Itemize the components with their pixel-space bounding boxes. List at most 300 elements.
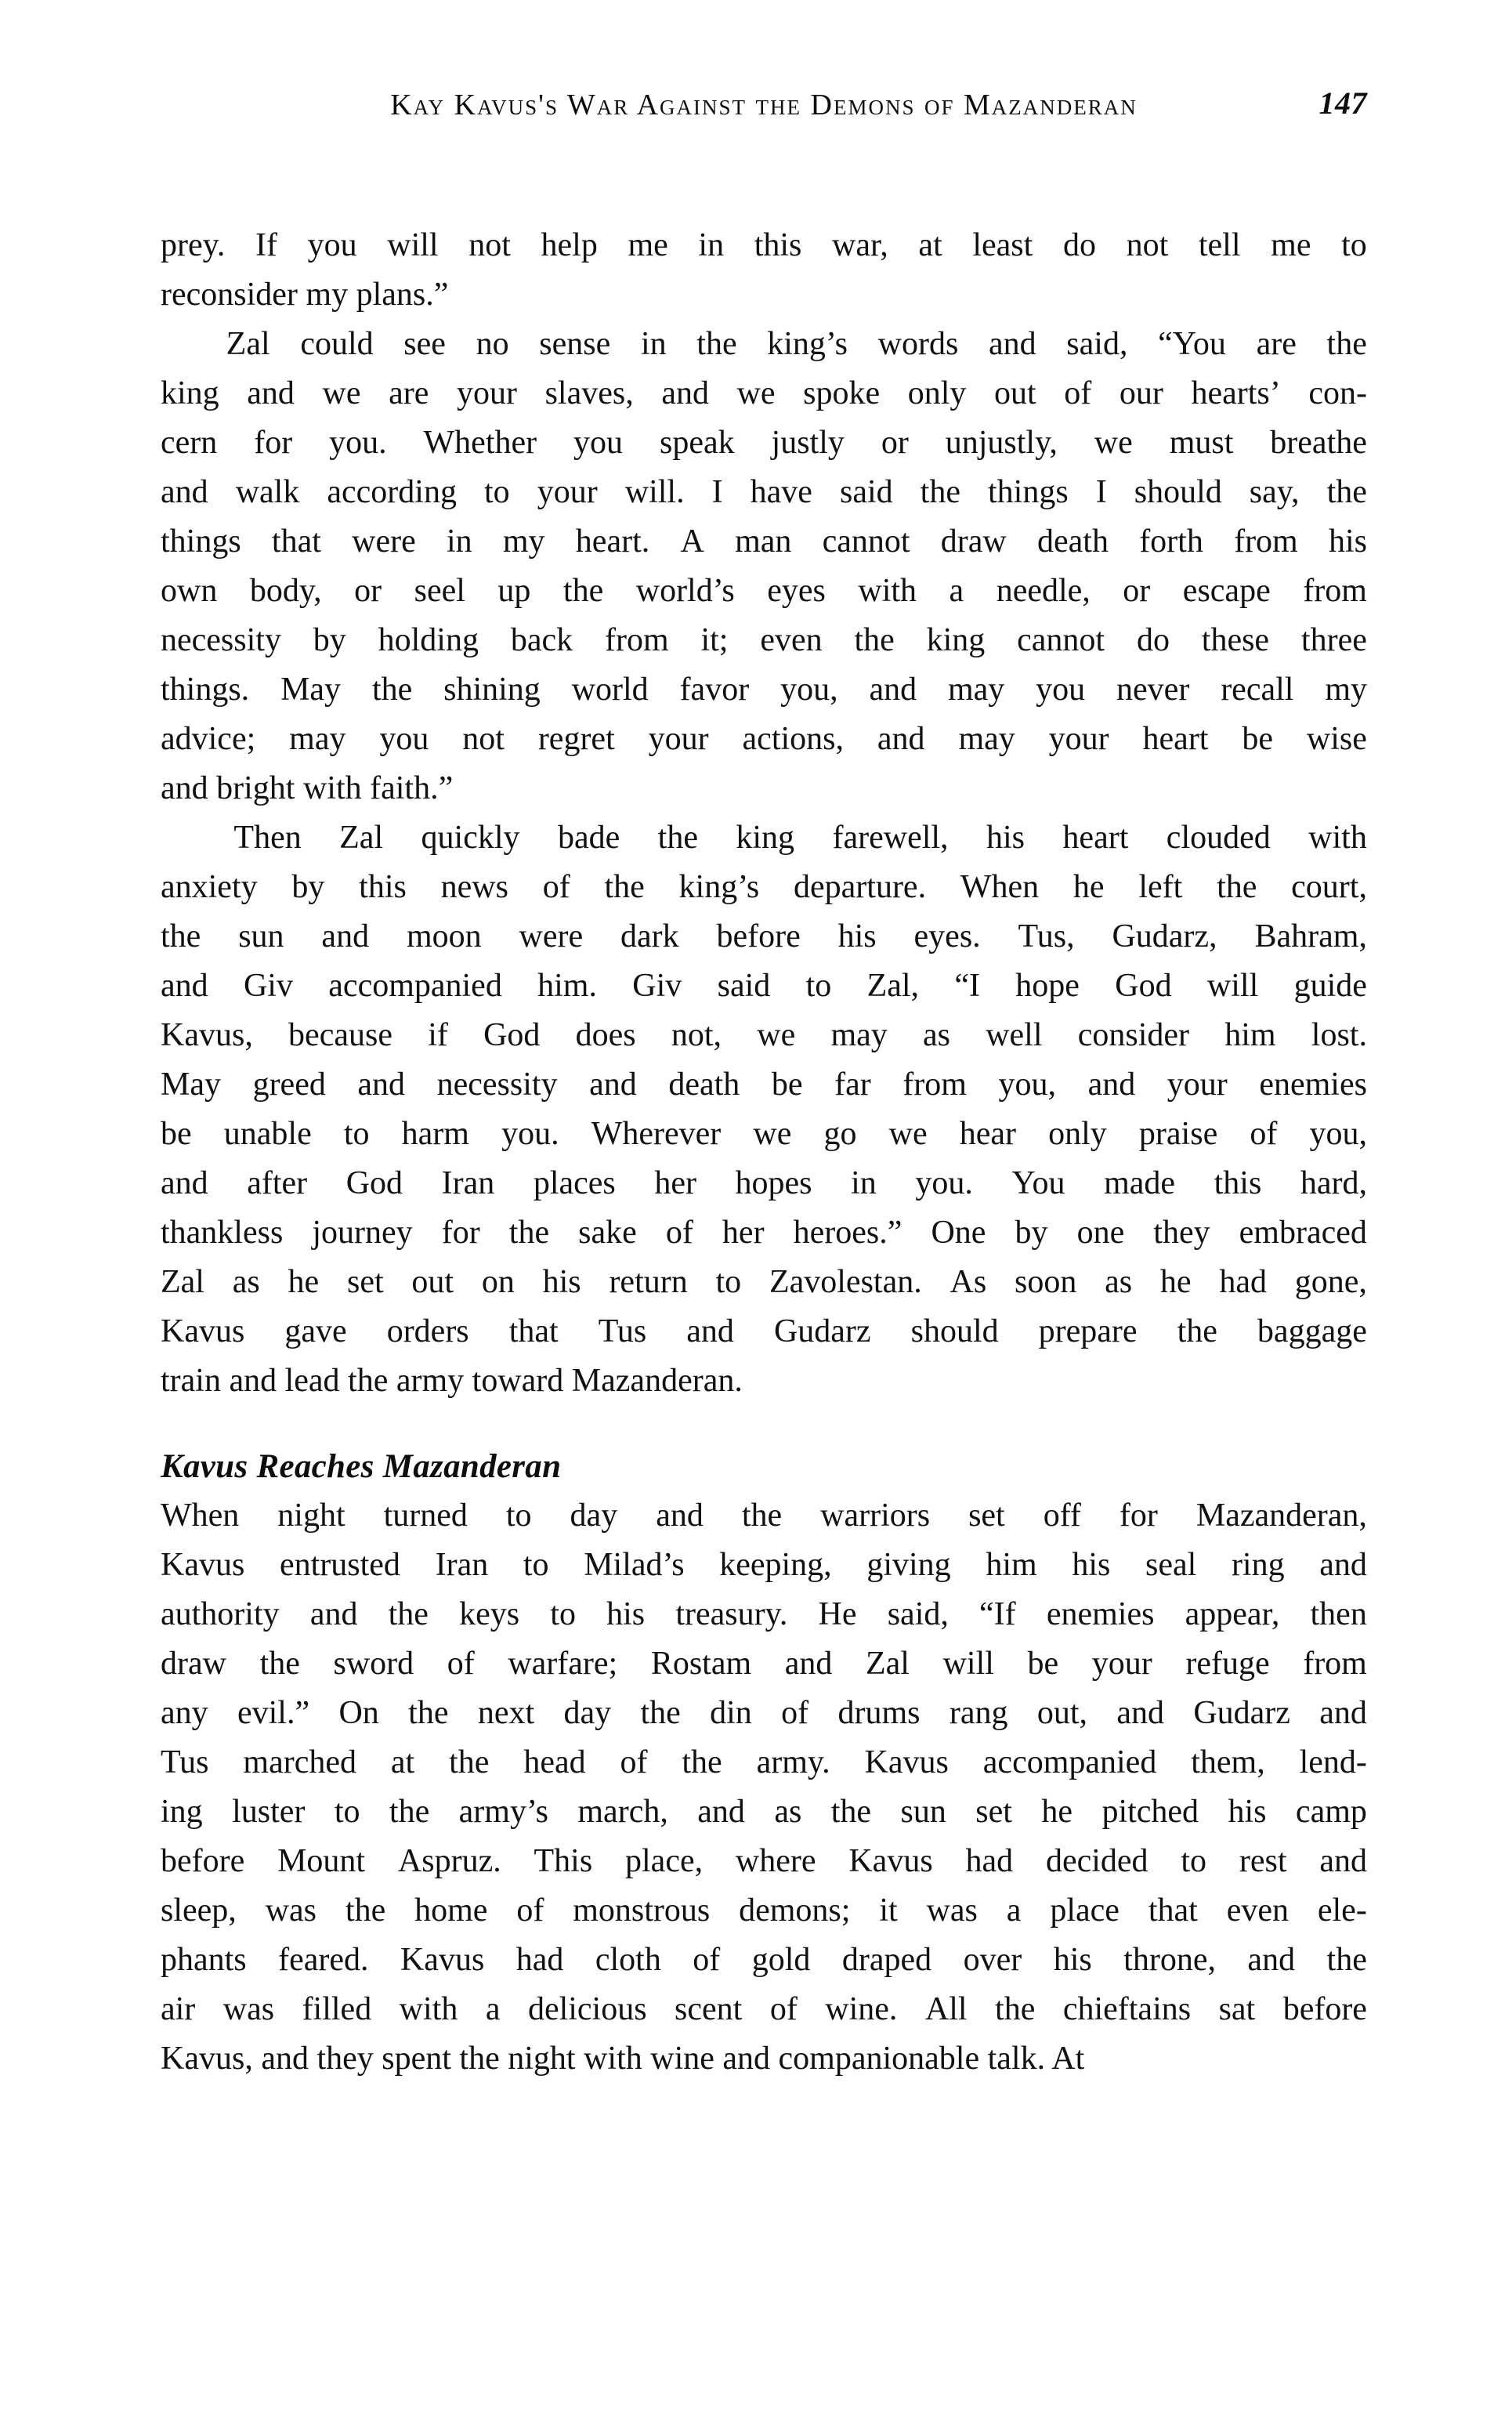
line-word: after bbox=[247, 1165, 308, 1201]
line-word: we bbox=[322, 375, 361, 411]
line-word: as bbox=[922, 1017, 950, 1053]
line-word: gave bbox=[284, 1313, 347, 1349]
line-word: Giv bbox=[243, 968, 293, 1004]
line-word: in bbox=[446, 523, 472, 560]
line-word: may bbox=[947, 672, 1005, 708]
line-word: and bbox=[309, 1596, 358, 1632]
paragraph-indent bbox=[161, 320, 196, 369]
line-word: hard, bbox=[1300, 1165, 1367, 1201]
line-word: out bbox=[411, 1264, 454, 1300]
line-word: orders bbox=[386, 1313, 469, 1349]
line-word: from bbox=[1303, 573, 1367, 609]
line-word: see bbox=[403, 326, 446, 362]
line-word: your bbox=[1091, 1646, 1152, 1682]
line-word: din bbox=[710, 1695, 752, 1731]
line-word: return bbox=[609, 1264, 688, 1300]
line-word: we bbox=[757, 1017, 796, 1053]
line-word: and bbox=[1247, 1942, 1296, 1978]
line-word: drums bbox=[837, 1695, 921, 1731]
line-word: for bbox=[1119, 1498, 1158, 1534]
line-word: God bbox=[483, 1017, 541, 1053]
text-line bbox=[161, 1985, 1367, 2034]
line-word: of bbox=[1064, 375, 1092, 411]
line-word: or bbox=[354, 573, 382, 609]
line-word: May bbox=[280, 672, 342, 708]
line-word: Gudarz bbox=[1193, 1695, 1290, 1731]
line-word: heart bbox=[1062, 820, 1129, 856]
text-line bbox=[161, 1258, 1367, 1307]
line-word: seel bbox=[414, 573, 465, 609]
text-line bbox=[161, 1491, 1367, 1541]
line-word: have bbox=[750, 474, 812, 510]
text-line bbox=[161, 764, 1367, 813]
text-line bbox=[161, 567, 1367, 616]
line-word: air bbox=[161, 1991, 196, 2027]
line-word: As bbox=[950, 1264, 987, 1300]
line-word: the bbox=[1177, 1313, 1217, 1349]
line-word: we bbox=[753, 1116, 792, 1152]
line-word: her bbox=[654, 1165, 696, 1201]
line-word: I bbox=[1095, 474, 1107, 510]
line-word: chieftains bbox=[1062, 1991, 1192, 2027]
line-word: anxiety bbox=[161, 869, 258, 905]
line-word: not bbox=[1126, 227, 1169, 263]
line-word: bade bbox=[557, 820, 620, 856]
line-word: thankless bbox=[161, 1215, 284, 1251]
line-word: may bbox=[289, 721, 346, 757]
line-word: place, bbox=[625, 1843, 704, 1879]
line-word: with bbox=[399, 1991, 458, 2027]
line-word: Rostam bbox=[650, 1646, 752, 1682]
line-word: on bbox=[481, 1264, 515, 1300]
text-line bbox=[161, 1590, 1367, 1639]
line-word: may bbox=[958, 721, 1015, 757]
line-word: court, bbox=[1291, 869, 1367, 905]
line-word: heart. bbox=[575, 523, 650, 560]
line-word: do bbox=[1062, 227, 1096, 263]
line-word: out, bbox=[1036, 1695, 1087, 1731]
line-word: does bbox=[575, 1017, 636, 1053]
line-word: Iran bbox=[441, 1165, 495, 1201]
line-word: “If bbox=[979, 1596, 1016, 1632]
line-word: least bbox=[972, 227, 1033, 263]
line-word: the bbox=[1326, 326, 1367, 362]
line-word: warfare; bbox=[508, 1646, 618, 1682]
line-word: made bbox=[1104, 1165, 1176, 1201]
line-word: the bbox=[562, 573, 604, 609]
line-word: moon bbox=[406, 918, 482, 954]
line-word: the bbox=[920, 474, 960, 510]
text-line bbox=[161, 1356, 1367, 1406]
line-word: things bbox=[988, 474, 1069, 510]
text-line bbox=[161, 1886, 1367, 1936]
line-word: evil.” bbox=[237, 1695, 310, 1731]
line-word: and bbox=[1116, 1695, 1164, 1731]
line-word: draped bbox=[841, 1942, 932, 1978]
text-line bbox=[161, 1541, 1367, 1590]
line-word: they bbox=[1153, 1215, 1210, 1251]
line-word: Zal bbox=[161, 1264, 204, 1300]
line-word: this bbox=[359, 869, 407, 905]
line-word: justly bbox=[771, 425, 845, 461]
line-word: set bbox=[346, 1264, 384, 1300]
line-word: heart bbox=[1142, 721, 1209, 757]
line-word: the bbox=[1326, 474, 1367, 510]
line-word: wise bbox=[1306, 721, 1367, 757]
line-word: sword bbox=[333, 1646, 414, 1682]
section-heading: Kavus Reaches Mazanderan bbox=[161, 1448, 562, 1485]
line-word: he bbox=[288, 1264, 320, 1300]
line-word: the bbox=[854, 622, 895, 658]
text-line bbox=[161, 1307, 1367, 1356]
line-word: up bbox=[497, 573, 531, 609]
line-word: Tus, bbox=[1018, 918, 1075, 954]
line-word: or bbox=[1123, 573, 1151, 609]
line-word: death bbox=[1037, 523, 1109, 560]
line-word: guide bbox=[1293, 968, 1367, 1004]
line-word: and bbox=[686, 1313, 734, 1349]
line-word: rest bbox=[1239, 1843, 1287, 1879]
line-word: from bbox=[1234, 523, 1298, 560]
line-word: Kavus bbox=[400, 1942, 485, 1978]
line-word: home bbox=[414, 1892, 488, 1929]
line-word: unjustly, bbox=[945, 425, 1058, 461]
line-word: set bbox=[975, 1794, 1012, 1830]
line-word: cern bbox=[161, 425, 218, 461]
line-word: consider bbox=[1077, 1017, 1190, 1053]
line-word: was bbox=[222, 1991, 275, 2027]
paragraph bbox=[161, 813, 1367, 1406]
line-word: of bbox=[665, 1215, 693, 1251]
line-word: and bbox=[161, 1165, 208, 1201]
line-word: death bbox=[668, 1067, 740, 1103]
line-word: Wherever bbox=[591, 1116, 722, 1152]
line-word: Kavus bbox=[864, 1744, 949, 1780]
line-word: by bbox=[291, 869, 325, 905]
line-word: You bbox=[1011, 1165, 1065, 1201]
page-number: 147 bbox=[1318, 85, 1367, 121]
text-line bbox=[161, 517, 1367, 567]
line-word: greed bbox=[252, 1067, 326, 1103]
line-word: to bbox=[805, 968, 832, 1004]
line-word: eyes bbox=[767, 573, 826, 609]
line-word: may bbox=[830, 1017, 888, 1053]
line-word: his bbox=[606, 1596, 646, 1632]
line-word: and bbox=[1319, 1547, 1367, 1583]
line-word: sleep, bbox=[161, 1892, 237, 1929]
line-word: night bbox=[277, 1498, 345, 1534]
line-word: things. bbox=[161, 672, 250, 708]
line-word: sat bbox=[1218, 1991, 1256, 2027]
line-word: the bbox=[345, 1892, 386, 1929]
line-word: necessity bbox=[436, 1067, 558, 1103]
line-word: well bbox=[986, 1017, 1043, 1053]
line-word: If bbox=[255, 227, 278, 263]
line-word: enemies bbox=[1259, 1067, 1367, 1103]
line-word: I bbox=[711, 474, 723, 510]
text-line bbox=[161, 221, 1367, 270]
line-word: lend- bbox=[1299, 1744, 1367, 1780]
line-word: we bbox=[736, 375, 776, 411]
line-word: hear bbox=[959, 1116, 1016, 1152]
line-word: me bbox=[1271, 227, 1311, 263]
line-word: to bbox=[334, 1794, 360, 1830]
line-word: your bbox=[1048, 721, 1109, 757]
line-word: you, bbox=[780, 672, 838, 708]
line-word: from bbox=[902, 1067, 967, 1103]
line-word: to bbox=[505, 1498, 532, 1534]
line-word: place bbox=[1050, 1892, 1120, 1929]
line-word: marched bbox=[243, 1744, 357, 1780]
line-word: his bbox=[837, 918, 877, 954]
line-word: king bbox=[161, 375, 219, 411]
text-line bbox=[161, 863, 1367, 912]
line-word: by bbox=[313, 622, 346, 658]
line-word: warriors bbox=[820, 1498, 931, 1534]
line-word: throne, bbox=[1123, 1942, 1216, 1978]
line-word: be bbox=[771, 1067, 803, 1103]
line-word: his bbox=[542, 1264, 581, 1300]
line-word: world’s bbox=[635, 573, 735, 609]
line-word: king bbox=[926, 622, 986, 658]
line-word: your bbox=[648, 721, 709, 757]
line-word: Gudarz, bbox=[1112, 918, 1217, 954]
line-word: and bbox=[661, 375, 709, 411]
line-word: clouded bbox=[1166, 820, 1271, 856]
line-word: God bbox=[1115, 968, 1172, 1004]
line-word: you. bbox=[501, 1116, 559, 1152]
line-word: treasury. bbox=[675, 1596, 788, 1632]
line-word: his bbox=[1072, 1547, 1111, 1583]
line-word: giving bbox=[866, 1547, 951, 1583]
line-word: cannot bbox=[1017, 622, 1105, 658]
text-line bbox=[161, 1936, 1367, 1985]
line-word: shining bbox=[443, 672, 541, 708]
line-word: to bbox=[1181, 1843, 1207, 1879]
line-word: sake bbox=[578, 1215, 637, 1251]
line-word: he bbox=[1159, 1264, 1192, 1300]
line-word: to bbox=[1341, 227, 1367, 263]
line-word: con- bbox=[1308, 375, 1367, 411]
line-word: of bbox=[781, 1695, 809, 1731]
line-word: you. bbox=[915, 1165, 973, 1201]
text-line bbox=[161, 320, 1367, 369]
line-word: that bbox=[508, 1313, 559, 1349]
line-word: are bbox=[1256, 326, 1297, 362]
line-word: be bbox=[1027, 1646, 1059, 1682]
line-word: one bbox=[1076, 1215, 1125, 1251]
text-line bbox=[161, 1060, 1367, 1110]
line-word: back bbox=[510, 622, 573, 658]
line-word: he bbox=[1041, 1794, 1073, 1830]
line-word: a bbox=[949, 573, 964, 609]
line-word: the bbox=[830, 1794, 872, 1830]
line-word: Bahram, bbox=[1254, 918, 1367, 954]
line-word: draw bbox=[940, 523, 1007, 560]
line-word: gone, bbox=[1294, 1264, 1367, 1300]
line-word: the bbox=[449, 1744, 490, 1780]
line-word: to bbox=[550, 1596, 576, 1632]
line-word: said bbox=[839, 474, 893, 510]
paragraph bbox=[161, 320, 1367, 813]
line-word: sun bbox=[900, 1794, 946, 1830]
line-word: departure. bbox=[794, 869, 927, 905]
line-word: to bbox=[523, 1547, 549, 1583]
line-word: the bbox=[604, 869, 645, 905]
line-word: phants bbox=[161, 1942, 247, 1978]
line-word: or bbox=[881, 425, 909, 461]
line-word: Zavolestan. bbox=[769, 1264, 922, 1300]
line-word: and bbox=[1319, 1695, 1367, 1731]
line-word: not bbox=[462, 721, 505, 757]
folio-wrap bbox=[161, 85, 1367, 132]
line-word: you bbox=[307, 227, 357, 263]
line-word: the bbox=[741, 1498, 783, 1534]
line-word: and bbox=[1087, 1067, 1136, 1103]
line-word: had bbox=[1219, 1264, 1267, 1300]
line-word: the bbox=[696, 326, 737, 362]
line-word: do bbox=[1136, 622, 1170, 658]
line-word: are bbox=[389, 375, 429, 411]
line-word: you, bbox=[1309, 1116, 1367, 1152]
line-word: and bbox=[161, 968, 208, 1004]
line-word: luster bbox=[232, 1794, 306, 1830]
line-word: “I bbox=[954, 968, 980, 1004]
line-word: set bbox=[968, 1498, 1005, 1534]
text-line bbox=[161, 468, 1367, 517]
line-word: were bbox=[352, 523, 416, 560]
line-word: recall bbox=[1221, 672, 1294, 708]
line-word: baggage bbox=[1257, 1313, 1367, 1349]
line-word: the bbox=[388, 1596, 429, 1632]
line-word: king bbox=[736, 820, 795, 856]
line-word: harm bbox=[401, 1116, 469, 1152]
line-word: cloth bbox=[595, 1942, 661, 1978]
line-word: we bbox=[1094, 425, 1133, 461]
line-word: actions, bbox=[742, 721, 844, 757]
line-word: army. bbox=[756, 1744, 830, 1780]
line-word: him bbox=[986, 1547, 1037, 1583]
line-word: journey bbox=[312, 1215, 413, 1251]
line-word: say, bbox=[1249, 474, 1300, 510]
line-word: it bbox=[879, 1892, 898, 1929]
line-word: him. bbox=[537, 968, 597, 1004]
line-word: walk bbox=[235, 474, 300, 510]
text-line bbox=[161, 1110, 1367, 1159]
line-word: refuge bbox=[1185, 1646, 1270, 1682]
line-word: the bbox=[682, 1744, 722, 1780]
line-word: the bbox=[389, 1794, 430, 1830]
line-word: and bbox=[656, 1498, 704, 1534]
line-word: of bbox=[620, 1744, 648, 1780]
line-word: to bbox=[715, 1264, 742, 1300]
text-line bbox=[161, 1208, 1367, 1258]
paragraph-indent bbox=[161, 813, 196, 863]
line-word: eyes. bbox=[913, 918, 981, 954]
line-word: as bbox=[232, 1264, 260, 1300]
text-line bbox=[161, 665, 1367, 715]
line-word: forth bbox=[1139, 523, 1203, 560]
line-word: said, bbox=[1066, 326, 1128, 362]
line-word: these bbox=[1201, 622, 1270, 658]
text-line bbox=[161, 1639, 1367, 1689]
line-word: from bbox=[604, 622, 669, 658]
line-word: Zal bbox=[339, 820, 384, 856]
line-word: that bbox=[1148, 1892, 1198, 1929]
line-word: any bbox=[161, 1695, 208, 1731]
line-word: Mazanderan, bbox=[1195, 1498, 1367, 1534]
line-word: “You bbox=[1158, 326, 1226, 362]
line-word: ing bbox=[161, 1794, 203, 1830]
line-word: spoke bbox=[803, 375, 881, 411]
line-word: his bbox=[1053, 1942, 1092, 1978]
line-word: pitched bbox=[1101, 1794, 1199, 1830]
line-word: your bbox=[1167, 1067, 1228, 1103]
line-word: in bbox=[851, 1165, 877, 1201]
line-word: his bbox=[986, 820, 1025, 856]
line-word: When bbox=[960, 869, 1040, 905]
line-word: world bbox=[571, 672, 649, 708]
line-word: keeping, bbox=[719, 1547, 832, 1583]
line-word: the bbox=[1326, 1942, 1367, 1978]
line-word: in bbox=[698, 227, 725, 263]
line-word: God bbox=[345, 1165, 403, 1201]
line-word: our bbox=[1119, 375, 1163, 411]
line-word: body, bbox=[249, 573, 322, 609]
line-word: you bbox=[1036, 672, 1086, 708]
line-word: monstrous bbox=[573, 1892, 711, 1929]
line-word: king’s bbox=[767, 326, 848, 362]
line-word: his bbox=[1228, 1794, 1267, 1830]
line-word: Gudarz bbox=[773, 1313, 871, 1349]
line-word: and bbox=[247, 375, 295, 411]
line-word: On bbox=[338, 1695, 379, 1731]
line-word: Giv bbox=[632, 968, 682, 1004]
line-word: lost. bbox=[1311, 1017, 1367, 1053]
line-word: of bbox=[447, 1646, 475, 1682]
line-word: the bbox=[1217, 869, 1257, 905]
line-word: hopes bbox=[735, 1165, 812, 1201]
text-line bbox=[161, 1689, 1367, 1738]
line-word: All bbox=[924, 1991, 968, 2027]
line-word: own bbox=[161, 573, 218, 609]
line-word: of bbox=[693, 1942, 721, 1978]
line-word: will bbox=[942, 1646, 994, 1682]
line-word: camp bbox=[1295, 1794, 1367, 1830]
line-word: hearts’ bbox=[1191, 375, 1281, 411]
line-word: scent bbox=[675, 1991, 743, 2027]
line-word: for bbox=[441, 1215, 480, 1251]
line-word: by bbox=[1015, 1215, 1048, 1251]
line-word: and bbox=[697, 1794, 745, 1830]
line-word: far bbox=[834, 1067, 871, 1103]
line-word: me bbox=[628, 227, 668, 263]
line-word: in bbox=[640, 326, 667, 362]
text-line bbox=[161, 1738, 1367, 1787]
line-text: and bright with faith.” bbox=[161, 770, 454, 806]
line-word: where bbox=[735, 1843, 816, 1879]
line-word: accompanied bbox=[982, 1744, 1157, 1780]
text-line bbox=[161, 1159, 1367, 1208]
line-word: tell bbox=[1198, 227, 1241, 263]
line-word: When bbox=[161, 1498, 240, 1534]
line-word: things bbox=[161, 523, 241, 560]
line-word: the bbox=[259, 1646, 300, 1682]
line-word: news bbox=[440, 869, 508, 905]
line-word: Then bbox=[233, 820, 302, 856]
line-word: help bbox=[541, 227, 598, 263]
line-text: train and lead the army toward Mazanderan. bbox=[161, 1363, 743, 1399]
